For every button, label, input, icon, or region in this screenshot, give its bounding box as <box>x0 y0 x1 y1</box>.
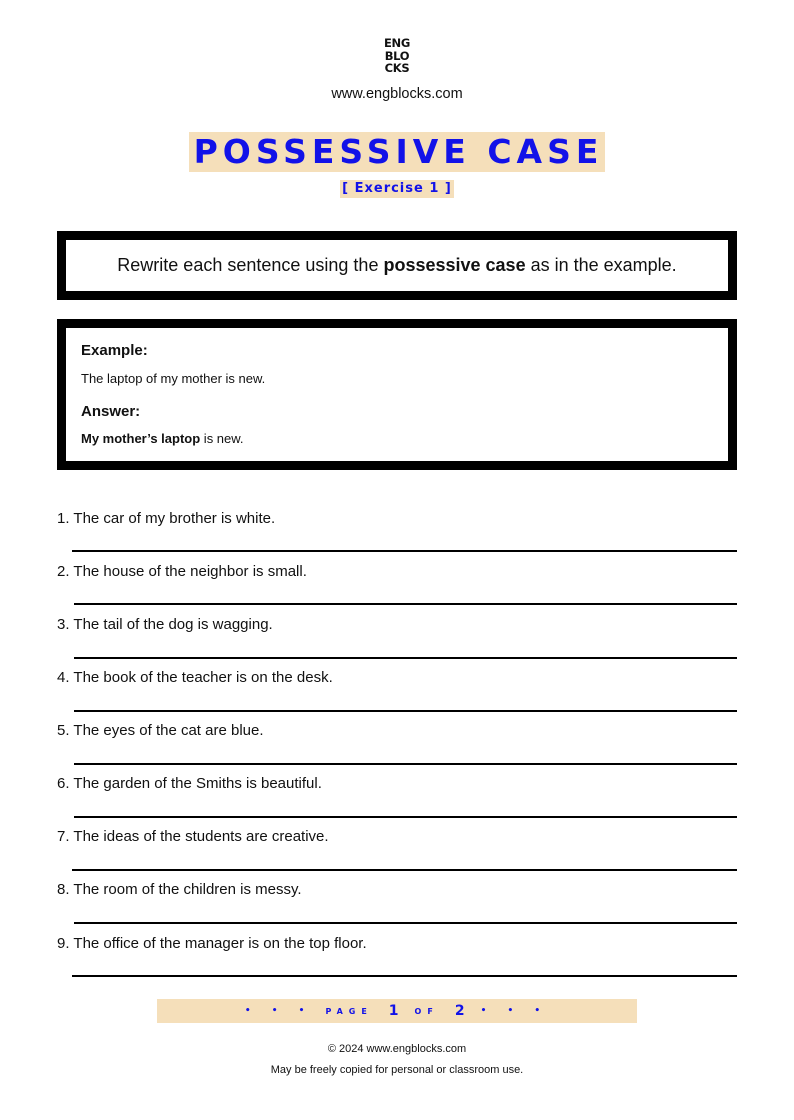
answer-line-4[interactable] <box>74 710 737 712</box>
answer-line-6[interactable] <box>74 816 737 818</box>
logo-line-2: BLO <box>384 48 410 63</box>
question-6: 6. The garden of the Smiths is beautiful. <box>57 775 322 792</box>
question-1: 1. The car of my brother is white. <box>57 510 276 527</box>
question-5: 5. The eyes of the cat are blue. <box>57 722 264 739</box>
question-3: 3. The tail of the dog is wagging. <box>57 616 273 633</box>
answer-label: Answer: <box>81 403 141 420</box>
answer-line-7[interactable] <box>72 869 737 871</box>
question-2: 2. The house of the neighbor is small. <box>57 563 307 580</box>
question-9: 9. The office of the manager is on the top floor. <box>57 935 367 952</box>
answer-line-3[interactable] <box>74 657 737 659</box>
example-sentence: The laptop of my mother is new. <box>81 371 266 386</box>
page-total: 2 <box>454 1003 465 1019</box>
logo-line-3: CKS <box>384 61 410 75</box>
question-4: 4. The book of the teacher is on the desk. <box>57 669 333 686</box>
instruction-text-before: Rewrite each sentence using the <box>117 255 379 275</box>
example-box <box>57 319 737 470</box>
instruction-box <box>57 231 737 300</box>
instruction-text-bold: possessive case <box>383 255 526 275</box>
answer-sentence-bold: My mother’s laptop <box>81 431 201 446</box>
page-word: PAGE <box>325 1006 373 1016</box>
page-title: POSSESSIVE CASE <box>189 132 606 172</box>
question-8: 8. The room of the children is messy. <box>57 881 302 898</box>
answer-sentence <box>81 431 244 446</box>
site-url: www.engblocks.com <box>331 86 463 102</box>
answer-line-9[interactable] <box>72 975 737 977</box>
page-dots-right: • • • <box>480 1006 550 1016</box>
question-7: 7. The ideas of the students are creative. <box>57 828 329 845</box>
logo-line-1: ENG <box>383 36 411 50</box>
license-notice: May be freely copied for personal or classroom use. <box>270 1064 524 1076</box>
page-dots-left: • • • <box>244 1006 314 1016</box>
example-label: Example: <box>81 342 148 359</box>
instruction-text-after: as in the example. <box>530 255 677 275</box>
answer-line-2[interactable] <box>74 603 737 605</box>
copyright-notice: © 2024 www.engblocks.com <box>327 1043 467 1055</box>
exercise-label: [ Exercise 1 ] <box>342 181 452 196</box>
answer-line-5[interactable] <box>74 763 737 765</box>
of-word: OF <box>414 1006 439 1016</box>
engblocks-logo <box>0 37 794 75</box>
answer-line-8[interactable] <box>74 922 737 924</box>
answer-sentence-rest: is new. <box>200 431 244 446</box>
answer-line-1[interactable] <box>72 550 737 552</box>
page-current: 1 <box>388 1003 399 1019</box>
page-indicator <box>157 999 637 1023</box>
